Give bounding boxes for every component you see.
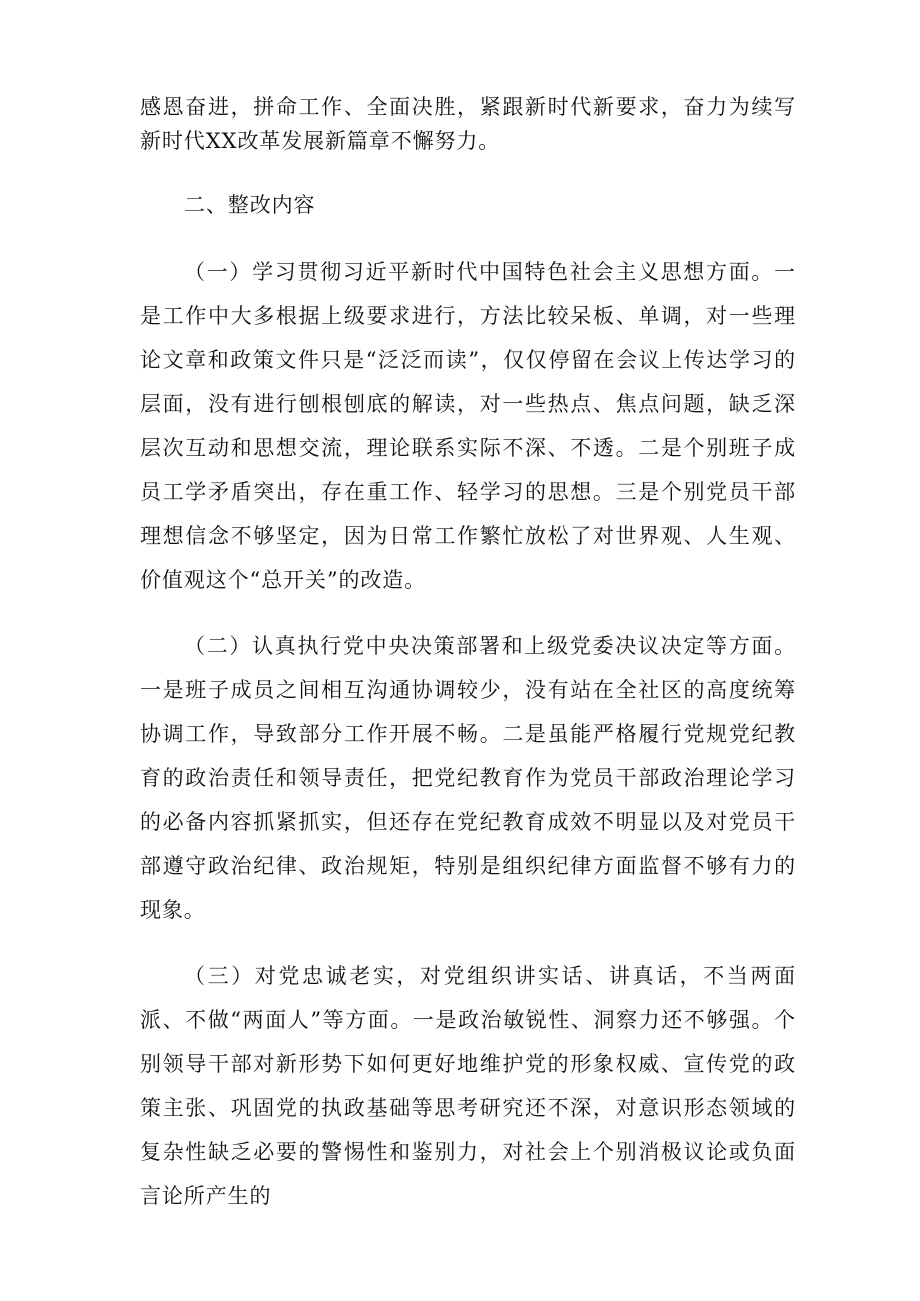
document-page bbox=[140, 90, 796, 1218]
section-heading: 二、整改内容 bbox=[184, 193, 316, 217]
paragraph-loyalty-honesty: （三）对党忠诚老实，对党组织讲实话、讲真话，不当两面派、不做“两面人”等方面。一是政治敏锐性、洞察力还不够强。个别领导干部对新形势下如何更好地维护党的形象权威、宣传党的政策主张、巩固党的执政基础等思考研究还不深，对意识形态领域的复杂性缺乏必要的警惕性和鉴别力，对社会上个别消极议论或负面言论所产生的 bbox=[140, 964, 796, 1208]
paragraph-study-thought: （一）学习贯彻习近平新时代中国特色社会主义思想方面。一是工作中大多根据上级要求进行，方法比较呆板、单调，对一些理论文章和政策文件只是“泛泛而读”，仅仅停留在会议上传达学习的层面，没有进行刨根刨底的解读，对一些热点、焦点问题，缺乏深层次互动和思想交流，理论联系实际不深、不透。二是个别班子成员工学矛盾突出，存在重工作、轻学习的思想。三是个别党员干部理想信念不够坚定，因为日常工作繁忙放松了对世界观、人生观、价值观这个“总开关”的改造。 bbox=[140, 260, 796, 592]
continuation-paragraph: 感恩奋进，拼命工作、全面决胜，紧跟新时代新要求，奋力为续写新时代XX改革发展新篇章不懈努力。 bbox=[140, 95, 796, 153]
paragraph-execute-decisions: （二）认真执行党中央决策部署和上级党委决议决定等方面。一是班子成员之间相互沟通协调较少，没有站在全社区的高度统筹协调工作，导致部分工作开展不畅。二是虽能严格履行党规党纪教育的政治责任和领导责任，把党纪教育作为党员干部政治理论学习的必备内容抓紧抓实，但还存在党纪教育成效不明显以及对党员干部遵守政治纪律、政治规矩，特别是组织纪律方面监督不够有力的现象。 bbox=[140, 634, 796, 922]
